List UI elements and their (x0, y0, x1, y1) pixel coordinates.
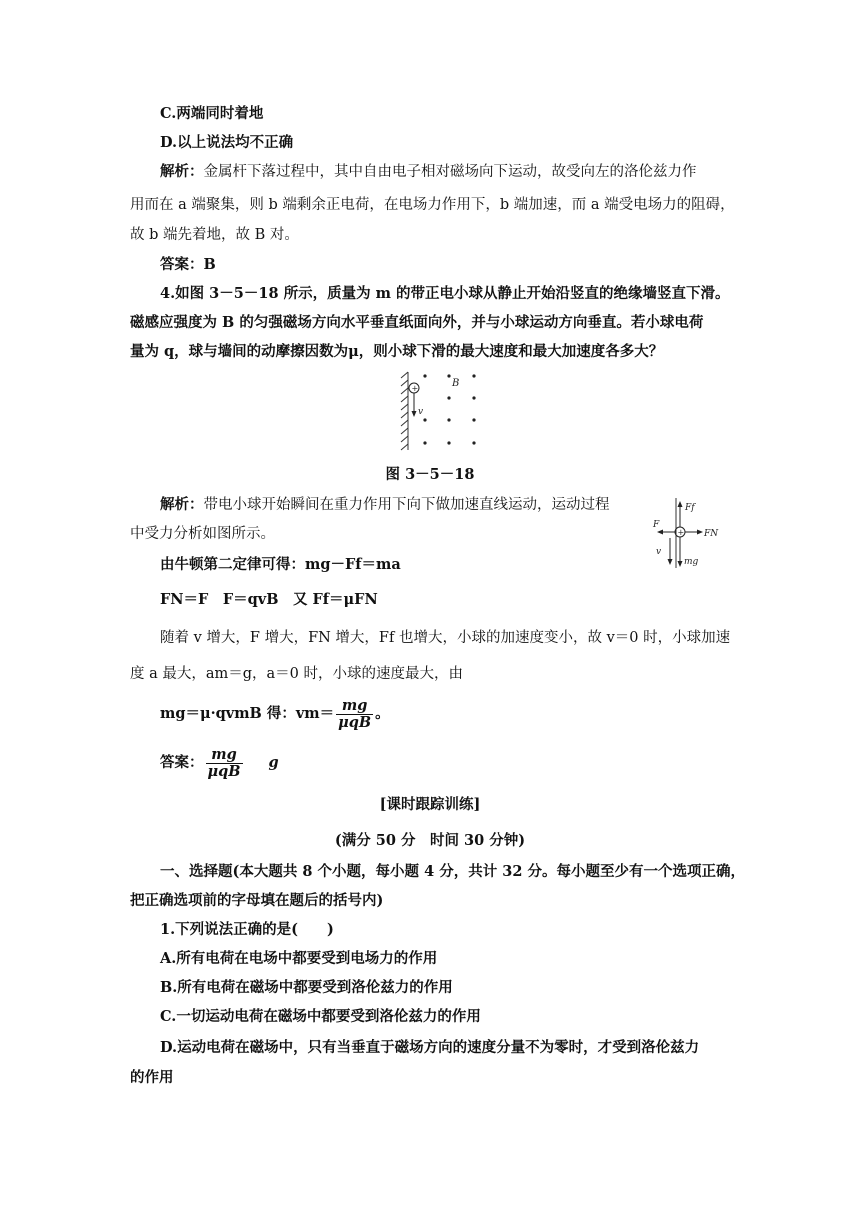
analysis-4-line1 (160, 495, 640, 515)
section-intro-line2: 把正确选项前的字母填在题后的括号内) (130, 892, 384, 909)
lorentz-force-label: F (653, 520, 660, 530)
analysis-4-line6: 度 a 最大，am＝g，a＝0 时，小球的速度最大，由 (130, 666, 464, 682)
analysis-4-text1: 带电小球开始瞬间在重力作用下向下做加速直线运动，运动过程 (203, 497, 610, 513)
svg-text:+: + (677, 528, 685, 537)
friction-label: Ff (685, 503, 695, 513)
equation-prefix: mg＝μ·qvmB 得：vm＝ (160, 705, 335, 722)
fraction-numerator: mg (336, 698, 373, 715)
analysis-3-text1: 金属杆下落过程中，其中自由电子相对磁场向下运动，故受向左的洛伦兹力作 (203, 164, 697, 180)
fraction-numerator: mg (206, 747, 243, 764)
answer-value: B (203, 256, 216, 273)
q1-option-d-line1: D.运动电荷在磁场中，只有当垂直于磁场方向的速度分量不为零时，才受到洛伦兹力 (160, 1039, 700, 1056)
analysis-3-line2: 用而在 a 端聚集，则 b 端剩余正电荷，在电场力作用下，b 端加速，而 a 端受电场力的阻碍， (130, 197, 735, 213)
normal-force-label: FN (704, 529, 719, 539)
analysis-3-line1 (160, 162, 740, 182)
analysis-label: 解析： (160, 163, 204, 180)
force-relations: FN＝F F＝qvB 又 Ff＝μFN (160, 591, 378, 608)
analysis-label: 解析： (160, 496, 204, 513)
max-speed-equation (160, 696, 740, 732)
answer-3 (160, 255, 740, 275)
q1-option-d-line2: 的作用 (130, 1069, 174, 1086)
q1-option-c: C.一切运动电荷在磁场中都要受到洛伦兹力的作用 (160, 1008, 481, 1025)
option-c-prev: C.两端同时着地 (160, 105, 264, 122)
q4-line1: 4.如图 3－5－18 所示，质量为 m 的带正电小球从静止开始沿竖直的绝缘墙竖直下滑。 (160, 285, 730, 302)
gravity-label: mg (684, 557, 699, 567)
svg-text:+: + (411, 384, 419, 393)
magnetic-field-dots (423, 374, 475, 444)
answer-label: 答案： (160, 754, 204, 771)
section-title: [课时跟踪训练] (379, 796, 481, 813)
velocity-label: v (656, 547, 662, 557)
figure-3-5-18 (398, 368, 488, 453)
q1-option-b: B.所有电荷在磁场中都要受到洛伦兹力的作用 (160, 979, 453, 996)
q1-option-a: A.所有电荷在电场中都要受到电场力的作用 (160, 950, 438, 967)
analysis-4-line2: 中受力分析如图所示。 (130, 526, 275, 542)
max-speed-fraction (336, 698, 373, 731)
q1-stem: 1.下列说法正确的是( ) (160, 921, 334, 938)
section-intro-line1: 一、选择题(本大题共 8 个小题，每小题 4 分，共计 32 分。每小题至少有一个选项正确， (160, 863, 746, 880)
answer-label: 答案： (160, 256, 204, 273)
fraction-denominator: μqB (338, 713, 372, 731)
answer-4 (160, 745, 740, 781)
wall-hatching (401, 372, 408, 450)
fraction-denominator: μqB (207, 762, 241, 780)
analysis-4-line5: 随着 v 增大，F 增大，FN 增大，Ff 也增大，小球的加速度变小，故 v＝0 时，小球加速 (160, 630, 731, 646)
q4-line3: 量为 q，球与墙间的动摩擦因数为μ，则小球下滑的最大速度和最大加速度各多大？ (130, 343, 664, 360)
q4-line2: 磁感应强度为 B 的匀强磁场方向水平垂直纸面向外，并与小球运动方向垂直。若小球电荷 (130, 314, 704, 331)
option-d-prev: D.以上说法均不正确 (160, 134, 294, 151)
figure-caption: 图 3－5－18 (385, 466, 475, 483)
field-label: B (452, 378, 460, 389)
answer-value-2: g (268, 754, 279, 771)
answer-fraction (206, 747, 243, 780)
equation-suffix: 。 (375, 705, 390, 722)
section-subtitle: (满分 50 分 时间 30 分钟) (334, 832, 526, 849)
newton-equation: 由牛顿第二定律可得：mg－Ff＝ma (160, 556, 401, 573)
analysis-3-line3: 故 b 端先着地，故 B 对。 (130, 227, 299, 243)
velocity-label: v (418, 407, 424, 417)
